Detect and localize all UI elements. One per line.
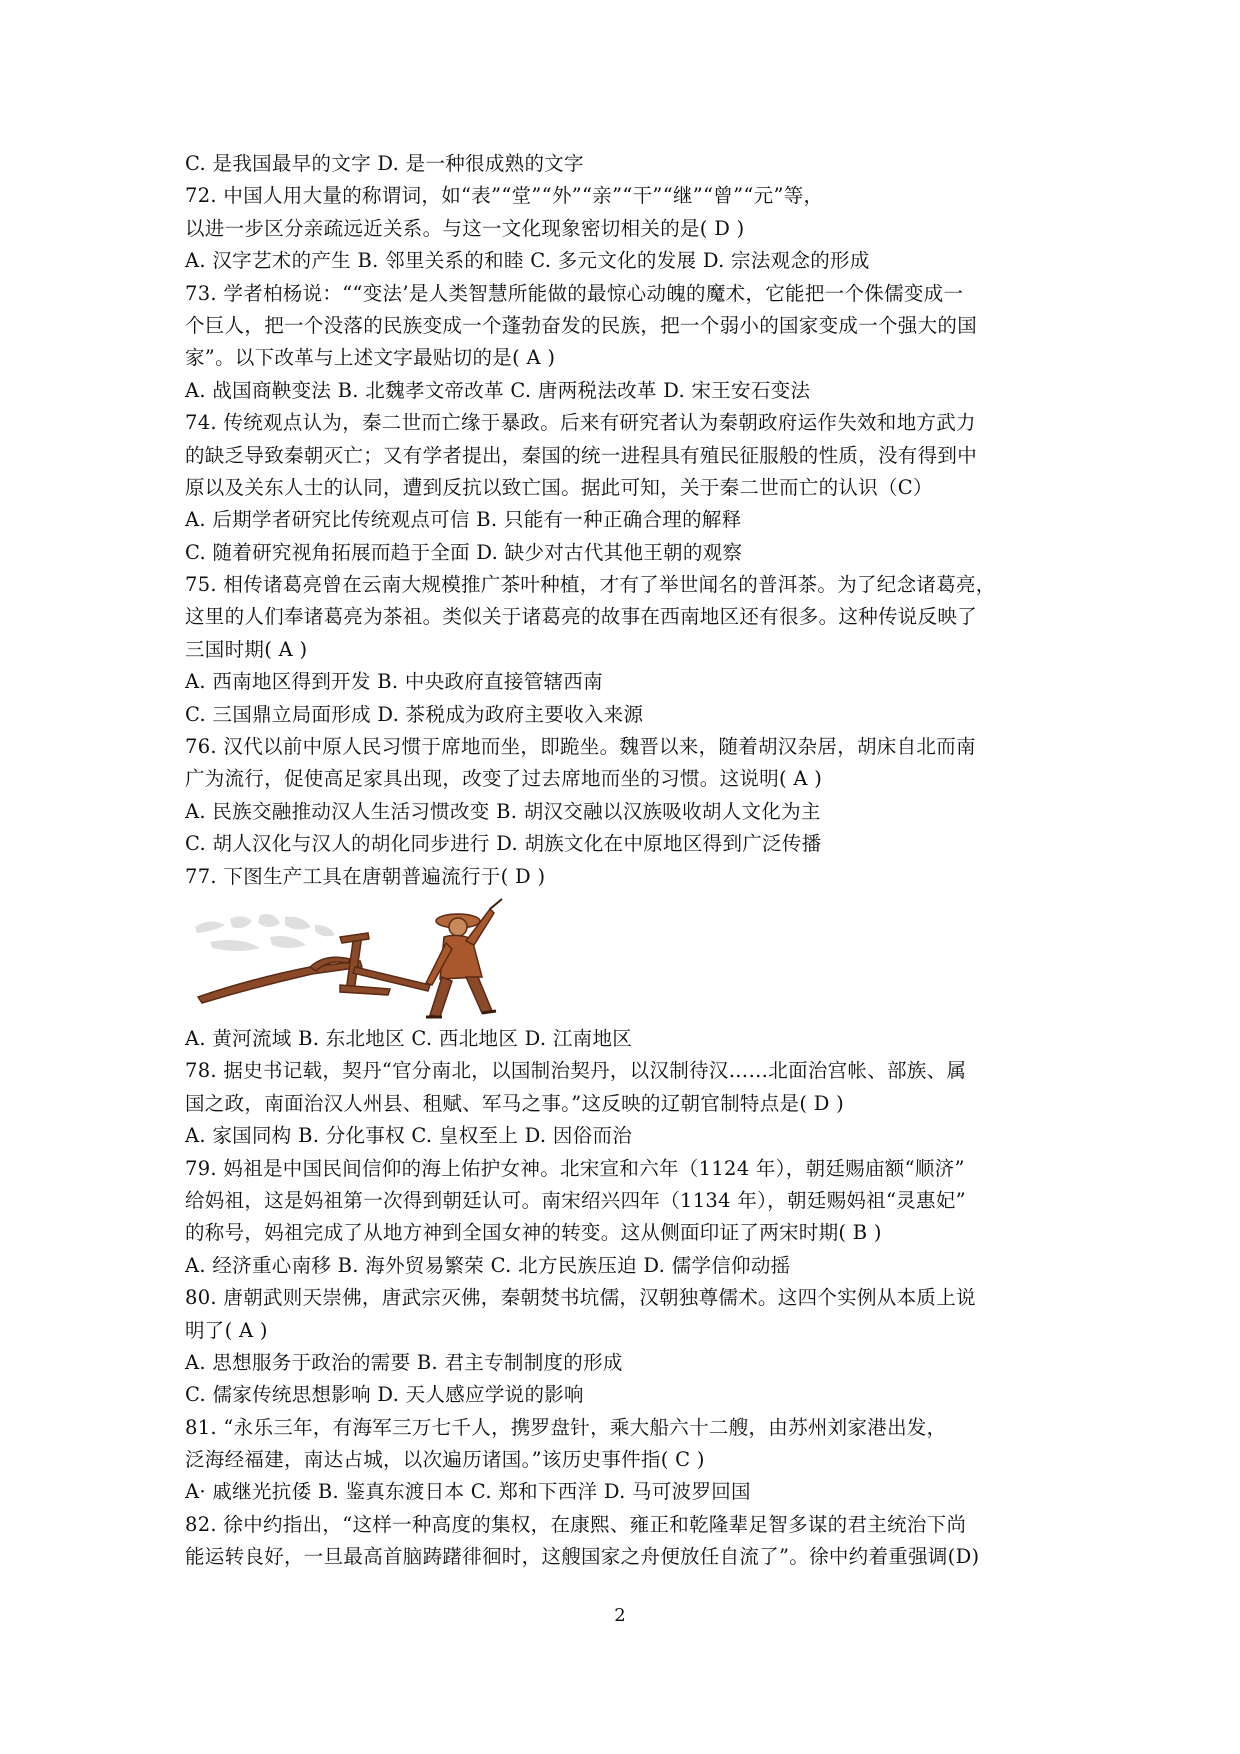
question-73-line: 73. 学者柏杨说：““变法’是人类智慧所能做的最惊心动魄的魔术，它能把一个侏儒变成一 <box>185 281 964 305</box>
question-82-line: 82. 徐中约指出，“这样一种高度的集权，在康熙、雍正和乾隆辈足智多谋的君主统治下尚 <box>185 1512 967 1536</box>
options-line: A. 经济重心南移 B. 海外贸易繁荣 C. 北方民族压迫 D. 儒学信仰动摇 <box>185 1253 791 1277</box>
text-line: 国之政，南面治汉人州县、租赋、军马之事。”这反映的辽朝官制特点是( D ) <box>185 1091 845 1115</box>
text-block-top <box>185 148 1065 893</box>
options-line: A. 战国商鞅变法 B. 北魏孝文帝改革 C. 唐两税法改革 D. 宋王安石变法 <box>185 378 811 402</box>
options-line: A. 汉字艺术的产生 B. 邻里关系的和睦 C. 多元文化的发展 D. 宗法观念的形成 <box>185 249 870 273</box>
options-line: C. 胡人汉化与汉人的胡化同步进行 D. 胡族文化在中原地区得到广泛传播 <box>185 832 822 856</box>
options-line: A. 后期学者研究比传统观点可信 B. 只能有一种正确合理的解释 <box>185 508 742 532</box>
text-line: C. 是我国最早的文字 D. 是一种很成熟的文字 <box>185 152 584 175</box>
question-74-line: 74. 传统观点认为，秦二世而亡缘于暴政。后来有研究者认为秦朝政府运作失效和地方武力 <box>185 411 976 435</box>
text-block-bottom <box>185 1023 1065 1574</box>
text-line: 能运转良好，一旦最高首脑踌躇徘徊时，这艘国家之舟便放任自流了”。徐中约着重强调(D) <box>185 1545 980 1569</box>
text-line: 给妈祖，这是妈祖第一次得到朝廷认可。南宋绍兴四年（1134 年），朝廷赐妈祖“灵惠妃” <box>185 1188 966 1212</box>
text-line: 这里的人们奉诸葛亮为茶祖。类似关于诸葛亮的故事在西南地区还有很多。这种传说反映了 <box>185 605 978 629</box>
question-79-line: 79. 妈祖是中国民间信仰的海上佑护女神。北宋宣和六年（1124 年），朝廷赐庙额“顺济” <box>185 1156 965 1180</box>
text-line: 的缺乏导致秦朝灭亡；又有学者提出，秦国的统一进程具有殖民征服般的性质，没有得到中 <box>185 443 978 467</box>
text-line: 三国时期( A ) <box>185 637 308 661</box>
options-line: C. 三国鼎立局面形成 D. 茶税成为政府主要收入来源 <box>185 702 644 726</box>
text-line: 个巨人，把一个没落的民族变成一个蓬勃奋发的民族，把一个弱小的国家变成一个强大的国 <box>185 313 978 337</box>
plough-farmer-icon <box>190 897 550 1022</box>
page-number: 2 <box>614 1605 626 1626</box>
text-line: 以进一步区分亲疏远近关系。与这一文化现象密切相关的是( D ) <box>185 216 745 240</box>
question-77-line: 77. 下图生产工具在唐朝普遍流行于( D ) <box>185 864 546 888</box>
text-line: 原以及关东人士的认同，遭到反抗以致亡国。据此可知，关于秦二世而亡的认识（C） <box>185 475 933 499</box>
plough-figure <box>185 893 1065 1023</box>
text-line: 的称号，妈祖完成了从地方神到全国女神的转变。这从侧面印证了两宋时期( B ) <box>185 1221 882 1245</box>
options-line: A. 民族交融推动汉人生活习惯改变 B. 胡汉交融以汉族吸收胡人文化为主 <box>185 799 821 823</box>
question-78-line: 78. 据史书记载，契丹“官分南北，以国制治契丹，以汉制待汉……北面治宫帐、部族、属 <box>185 1059 967 1083</box>
question-75-line: 75. 相传诸葛亮曾在云南大规模推广茶叶种植，才有了举世闻名的普洱茶。为了纪念诸葛亮， <box>185 573 996 597</box>
text-line: 广为流行，促使高足家具出现，改变了过去席地而坐的习惯。这说明( A ) <box>185 767 823 791</box>
options-line: C. 儒家传统思想影响 D. 天人感应学说的影响 <box>185 1383 584 1407</box>
document-body <box>185 148 1065 1574</box>
text-line: 明了( A ) <box>185 1318 268 1342</box>
options-line: A. 家国同构 B. 分化事权 C. 皇权至上 D. 因俗而治 <box>185 1124 633 1148</box>
text-line: 家”。以下改革与上述文字最贴切的是( A ) <box>185 346 556 370</box>
options-line: A. 黄河流域 B. 东北地区 C. 西北地区 D. 江南地区 <box>185 1026 633 1050</box>
options-line: A· 戚继光抗倭 B. 鉴真东渡日本 C. 郑和下西洋 D. 马可波罗回国 <box>185 1480 751 1504</box>
text-line: 泛海经福建，南达占城，以次遍历诸国。”该历史事件指( C ) <box>185 1448 705 1472</box>
question-72-line: 72. 中国人用大量的称谓词，如“表”“堂”“外”“亲”“干”“继”“曾”“元”等， <box>185 184 824 208</box>
options-line: A. 西南地区得到开发 B. 中央政府直接管辖西南 <box>185 670 603 694</box>
question-81-line: 81. “永乐三年，有海军三万七千人，携罗盘针，乘大船六十二艘，由苏州刘家港出发， <box>185 1415 947 1439</box>
question-80-line: 80. 唐朝武则天崇佛，唐武宗灭佛，秦朝焚书坑儒，汉朝独尊儒术。这四个实例从本质上说 <box>185 1286 976 1310</box>
options-line: A. 思想服务于政治的需要 B. 君主专制制度的形成 <box>185 1350 623 1374</box>
question-76-line: 76. 汉代以前中原人民习惯于席地而坐，即跪坐。魏晋以来，随着胡汉杂居，胡床自北而南 <box>185 735 976 759</box>
options-line: C. 随着研究视角拓展而趋于全面 D. 缺少对古代其他王朝的观察 <box>185 540 743 564</box>
